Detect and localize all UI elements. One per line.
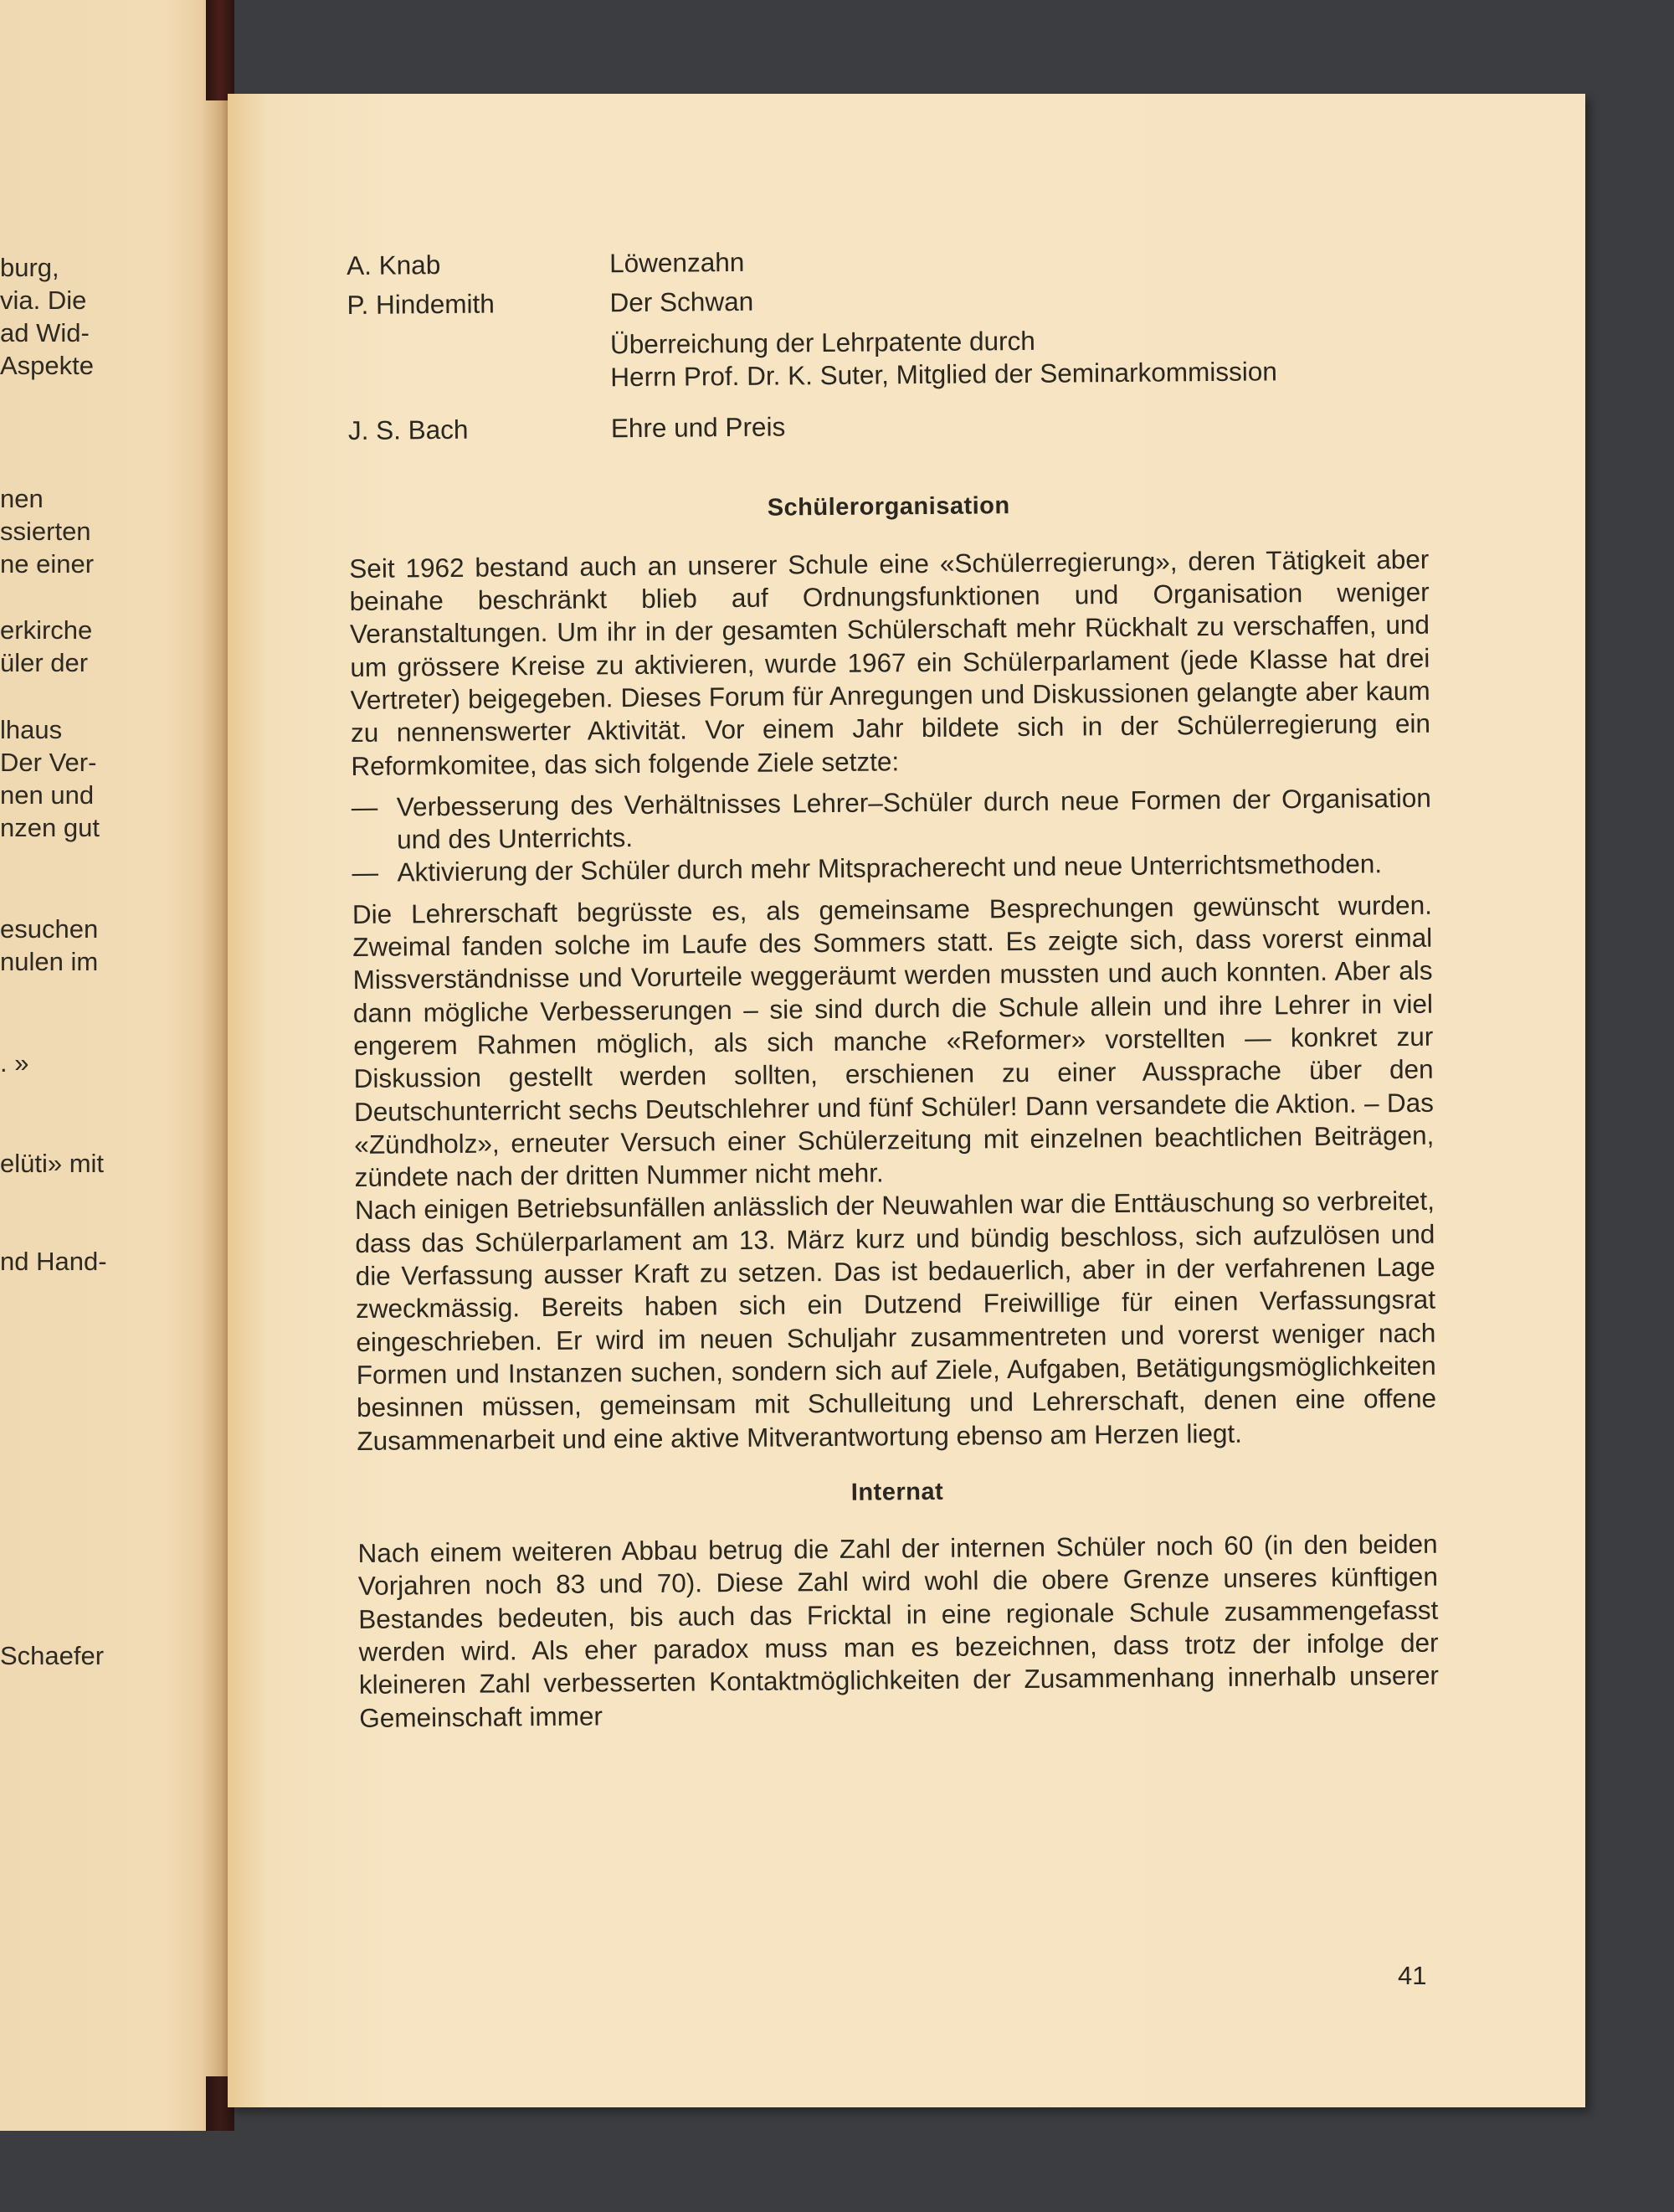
left-fragment: ad Wid- xyxy=(0,318,90,347)
composer-name: P. Hindemith xyxy=(347,288,495,321)
left-fragment: Der Ver- xyxy=(0,748,97,777)
ceremony-note xyxy=(347,321,1428,396)
left-fragment: . » xyxy=(0,1048,29,1078)
paragraph: Die Lehrerschaft begrüsste es, als gemeinsame Besprechungen gewünscht wurden. Zweimal fanden solche im Laufe des Sommers statt. Es zeigte sich, dass vorerst einmal Missverständnisse und Vorurteile weggeräumt werden mussten und auch konnten. Aber als dann mögliche Verbesserungen – sie sind durch die Schule allein und ihre Lehrer in viel engerem Rahmen möglich, als sich manche «Reformer» vorstellten — konkret zur Diskussion gestellt werden sollten, erschienen zu einer Aussprache über den Deutschunterricht sechs Deutschlehrer und fünf Schüler! Dann versandete die Aktion. – Das «Zündholz», erneuter Versuch einer Schülerzeitung mit einzelnen beachtlichen Beiträgen, zündete nach der dritten Nummer nicht mehr. xyxy=(352,889,1435,1193)
left-fragment: üler der xyxy=(0,648,89,677)
page-number: 41 xyxy=(1398,1961,1427,1990)
ceremony-line: Herrn Prof. Dr. K. Suter, Mitglied der Seminarkommission xyxy=(610,356,1277,393)
left-fragment: nzen gut xyxy=(0,813,100,842)
page-content xyxy=(347,240,1439,1735)
section-heading: Schülerorganisation xyxy=(767,492,1010,522)
left-fragment: via. Die xyxy=(0,286,87,315)
goal-list xyxy=(352,782,1432,890)
left-fragment: esuchen xyxy=(0,914,99,944)
composer-name: J. S. Bach xyxy=(347,414,469,446)
list-item xyxy=(352,782,1432,857)
composer-name: A. Knab xyxy=(347,249,441,280)
section-heading: Internat xyxy=(850,1478,944,1506)
left-fragment: ne einer xyxy=(0,549,95,579)
program-row xyxy=(348,405,1428,448)
paragraph: Nach einigen Betriebsunfällen anlässlich der Neuwahlen war die Enttäuschung so verbreitet, dass das Schülerparlament am 13. März kurz und bündig beschloss, sich aufzulösen und die Verfassung ausser Kraft zu setzen. Das ist bedauerlich, aber in der verfahrenen Lage zweckmässig. Bereits haben sich ein Dutzend Freiwillige für einen Verfassungsrat eingeschrieben. Er wird im neuen Schuljahr zusammentreten und vorerst weniger nach Formen und Instanzen suchen, sondern sich auf Ziele, Aufgaben, Betätigungsmöglichkeiten besinnen müssen, gemeinsam mit Schulleitung und Lehrerschaft, denen eine offene Zusammenarbeit und eine aktive Mitverantwortung ebenso am Herzen liegt. xyxy=(354,1186,1437,1456)
left-fragment: nulen im xyxy=(0,947,99,976)
dash-marker: — xyxy=(352,857,379,888)
left-fragment: elüti» mit xyxy=(0,1149,105,1178)
left-fragment: ssierten xyxy=(0,517,91,546)
paragraph: Nach einem weiteren Abbau betrug die Zahl der internen Schüler noch 60 (in den beiden Vorjahren noch 83 und 70). Diese Zahl wird wohl die obere Grenze unseres künftigen Bestandes bedeuten, bis auch das Fricktal in eine regionale Schule zusammengefasst werden wird. Als eher paradox muss man es bezeichnen, dass trotz der infolge der kleineren Zahl verbesserten Kontaktmöglichkeiten der Zusammenhang innerhalb unserer Gemeinschaft immer xyxy=(357,1528,1440,1733)
program-row xyxy=(347,240,1426,283)
left-fragment: Aspekte xyxy=(0,351,95,380)
list-item-text: Verbesserung des Verhältnisses Lehrer–Schüler durch neue Formen der Organisation und des Unterrichts. xyxy=(396,782,1431,855)
binding-top xyxy=(206,0,234,100)
paragraph: Seit 1962 bestand auch an unserer Schule eine «Schülerregierung», deren Tätigkeit aber beinahe beschränkt blieb auf Ordnungsfunktionen und Organisation weniger Veranstaltungen. Um ihr in der gesamten Schülerschaft mehr Rückhalt zu verschaffen, und um grössere Kreise zu aktivieren, wurde 1967 ein Schülerparlament (jede Klasse hat drei Vertreter) beigegeben. Dieses Forum für Anregungen und Diskussionen gelangte aber kaum zu nennenswerter Aktivität. Vor einem Jahr bildete sich in der Schülerregierung ein Reformkomitee, das sich folgende Ziele setzte: xyxy=(349,543,1431,781)
program-row xyxy=(347,280,1426,322)
left-fragment: nen und xyxy=(0,780,95,810)
left-fragment: Schaefer xyxy=(0,1641,105,1670)
right-page xyxy=(228,94,1585,2107)
left-fragment: erkirche xyxy=(0,615,93,645)
ceremony-line: Überreichung der Lehrpatente durch xyxy=(609,325,1035,359)
left-page xyxy=(0,0,234,2131)
list-item-text: Aktivierung der Schüler durch mehr Mitspracherecht und neue Unterrichtsmethoden. xyxy=(397,848,1383,887)
piece-title: Löwenzahn xyxy=(608,246,745,279)
left-fragment: lhaus xyxy=(0,715,63,744)
dash-marker: — xyxy=(351,791,378,822)
piece-title: Ehre und Preis xyxy=(610,411,786,444)
piece-title: Der Schwan xyxy=(609,286,754,318)
left-fragment: nd Hand- xyxy=(0,1247,107,1276)
left-fragment: burg, xyxy=(0,253,59,282)
left-fragment: nen xyxy=(0,484,44,513)
